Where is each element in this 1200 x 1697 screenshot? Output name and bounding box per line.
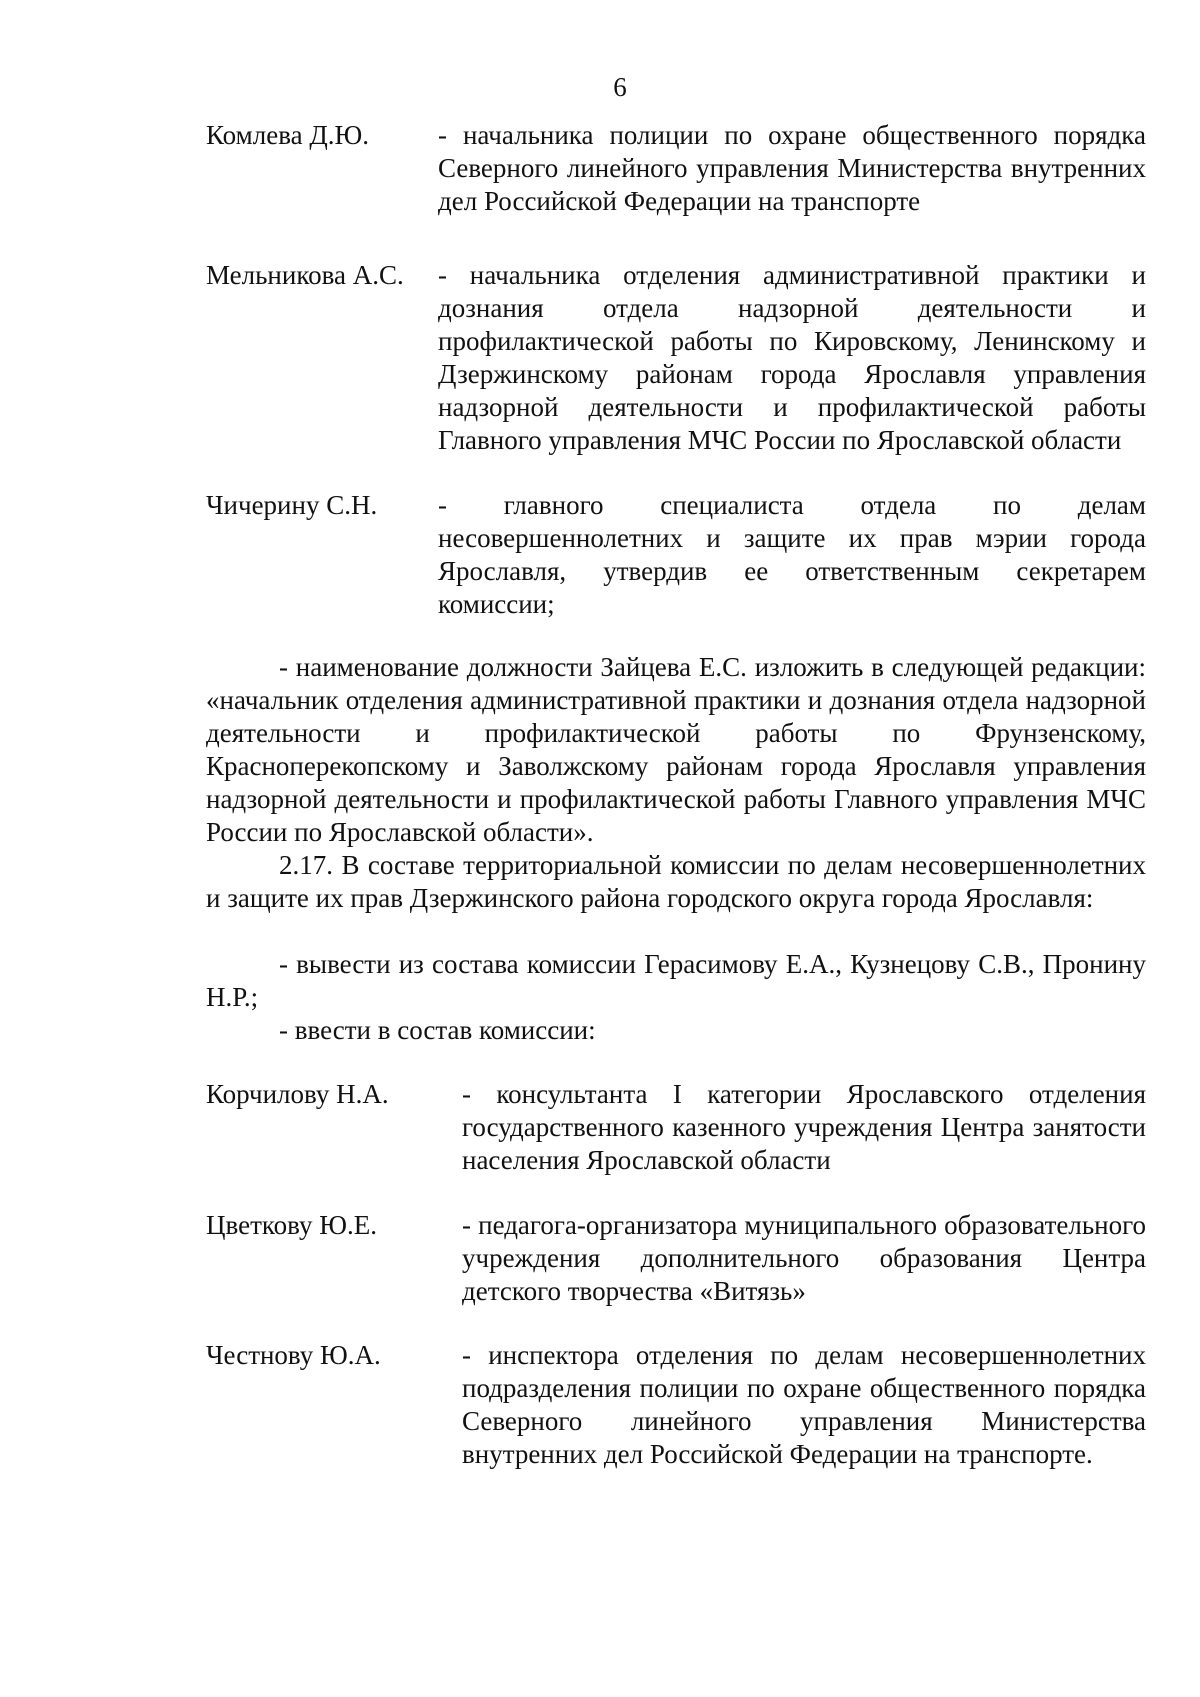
member-entry bbox=[206, 119, 1146, 219]
zaitsev-paragraph: - наименование должности Зайцева Е.С. изложить в следующей редакции: «начальник отделения административной практики и дознания отдела надзорной деятельности и профилактической работы по Фрунзенскому, Красноперекопскому и Заволжскому районам города Ярославля управления надзорной деятельности и профилактической работы Главного управления МЧС России по Ярославской области». bbox=[206, 652, 1146, 847]
member-description: - главного специалиста отдела по делам несовершеннолетних и защите их прав мэрии города Ярославля, утвердив ее ответственным секретарем комиссии; bbox=[438, 490, 1146, 619]
member-name: Корчилову Н.А. bbox=[206, 1079, 389, 1109]
member-name: Мельникова А.С. bbox=[206, 260, 404, 290]
member-entry bbox=[206, 259, 1146, 459]
member-name: Комлева Д.Ю. bbox=[206, 120, 369, 150]
member-description: - начальника полиции по охране общественного порядка Северного линейного управления Министерства внутренних дел Российской Федерации на транспорте bbox=[438, 120, 1146, 216]
member-description: - педагога-организатора муниципального образовательного учреждения дополнительного образования Центра детского творчества «Витязь» bbox=[462, 1210, 1146, 1306]
member-name: Честнову Ю.А. bbox=[206, 1340, 381, 1370]
add-members-paragraph: - ввести в состав комиссии: bbox=[279, 1015, 596, 1045]
section-2-17-paragraph: 2.17. В составе территориальной комиссии по делам несовершеннолетних и защите их прав Дзержинского района городского округа города Ярославля: bbox=[206, 850, 1146, 913]
remove-members-paragraph: - вывести из состава комиссии Герасимову Е.А., Кузнецову С.В., Пронину Н.Р.; bbox=[206, 949, 1146, 1012]
member-description: - начальника отделения административной практики и дознания отдела надзорной деятельности и профилактической работы по Кировскому, Ленинскому и Дзержинскому районам города Ярославля управления надзорной деятельности и профилактической работы Главного управления МЧС России по Ярославской области bbox=[438, 260, 1146, 455]
member-entry bbox=[206, 1339, 1146, 1509]
member-entry bbox=[206, 1209, 1146, 1309]
member-description: - инспектора отделения по делам несовершеннолетних подразделения полиции по охране общественного порядка Северного линейного управления Министерства внутренних дел Российской Федерации на транспорте. bbox=[462, 1340, 1146, 1469]
member-entry bbox=[206, 1078, 1146, 1178]
member-entry bbox=[206, 489, 1146, 624]
page-number: 6 bbox=[613, 72, 627, 102]
member-description: - консультанта I категории Ярославского отделения государственного казенного учреждения Центра занятости населения Ярославской области bbox=[462, 1079, 1146, 1175]
member-name: Чичерину С.Н. bbox=[206, 490, 378, 520]
member-name: Цветкову Ю.Е. bbox=[206, 1210, 377, 1240]
